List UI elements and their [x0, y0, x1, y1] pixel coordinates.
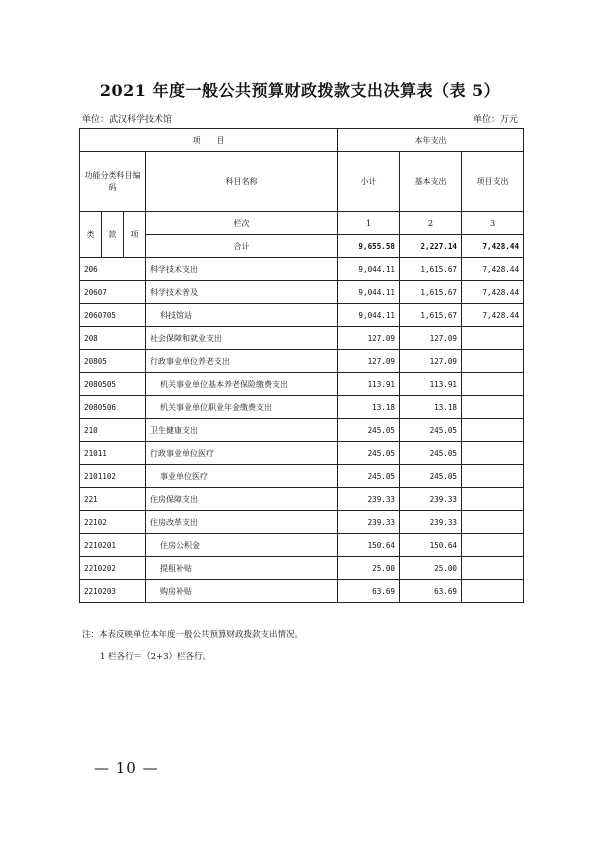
row-project: 7,428.44: [462, 258, 524, 281]
row-basic: 239.33: [400, 511, 462, 534]
row-subject-name: 提租补贴: [146, 557, 338, 580]
row-project: [462, 580, 524, 603]
row-basic: 63.69: [400, 580, 462, 603]
row-subject-name: 行政事业单位养老支出: [146, 350, 338, 373]
row-code: 206: [80, 258, 146, 281]
row-basic: 113.91: [400, 373, 462, 396]
row-subject-name: 科学技术支出: [146, 258, 338, 281]
table-row: [80, 258, 524, 281]
row-project: [462, 442, 524, 465]
row-project: [462, 350, 524, 373]
row-subtotal: 113.91: [338, 373, 400, 396]
row-subject-name: 住房公积金: [146, 534, 338, 557]
row-code: 2080506: [80, 396, 146, 419]
table-row: [80, 327, 524, 350]
header-current-year: 本年支出: [338, 129, 524, 152]
row-subject-name: 社会保障和就业支出: [146, 327, 338, 350]
column-index-col1: 1: [338, 212, 400, 235]
row-basic: 127.09: [400, 327, 462, 350]
column-index-col2: 2: [400, 212, 462, 235]
total-project: 7,428.44: [462, 235, 524, 258]
row-project: [462, 488, 524, 511]
table-row: [80, 465, 524, 488]
total-basic: 2,227.14: [400, 235, 462, 258]
row-subject-name: 机关事业单位基本养老保险缴费支出: [146, 373, 338, 396]
header-subtotal: 小计: [338, 152, 400, 212]
row-subtotal: 245.05: [338, 419, 400, 442]
row-subject-name: 事业单位医疗: [146, 465, 338, 488]
row-subtotal: 9,044.11: [338, 258, 400, 281]
page-number: — 10 —: [94, 759, 159, 777]
header-row-1: [80, 129, 524, 152]
row-subtotal: 13.18: [338, 396, 400, 419]
row-subtotal: 127.09: [338, 350, 400, 373]
header-row-2: [80, 152, 524, 212]
row-project: [462, 373, 524, 396]
table-row: [80, 557, 524, 580]
row-basic: 245.05: [400, 419, 462, 442]
unit-organization: 单位：武汉科学技术馆: [82, 115, 173, 125]
header-project: 项目支出: [462, 152, 524, 212]
row-basic: 25.00: [400, 557, 462, 580]
row-code: 208: [80, 327, 146, 350]
row-code: 20805: [80, 350, 146, 373]
row-basic: 127.09: [400, 350, 462, 373]
row-project: 7,428.44: [462, 304, 524, 327]
row-basic: 245.05: [400, 442, 462, 465]
row-code: 2080505: [80, 373, 146, 396]
row-basic: 1,615.67: [400, 258, 462, 281]
table-row: [80, 534, 524, 557]
unit-currency: 单位：万元: [472, 115, 518, 125]
table-row: [80, 419, 524, 442]
row-code: 2210201: [80, 534, 146, 557]
row-subtotal: 63.69: [338, 580, 400, 603]
row-subject-name: 卫生健康支出: [146, 419, 338, 442]
header-subject-name: 科目名称: [146, 152, 338, 212]
row-project: [462, 511, 524, 534]
row-subtotal: 9,044.11: [338, 281, 400, 304]
row-subject-name: 科技馆站: [146, 304, 338, 327]
page-title: 2021 年度一般公共预算财政拨款支出决算表（表 5）: [99, 81, 501, 100]
row-subtotal: 9,044.11: [338, 304, 400, 327]
column-index-col3: 3: [462, 212, 524, 235]
row-project: [462, 396, 524, 419]
table-row: [80, 442, 524, 465]
header-func-code: 功能分类科目编码: [80, 152, 146, 212]
row-code: 221: [80, 488, 146, 511]
row-subtotal: 245.05: [338, 442, 400, 465]
row-subtotal: 25.00: [338, 557, 400, 580]
table-row: [80, 488, 524, 511]
row-basic: 245.05: [400, 465, 462, 488]
table-row: [80, 304, 524, 327]
row-code: 210: [80, 419, 146, 442]
table-row: [80, 580, 524, 603]
row-subject-name: 机关事业单位职业年金缴费支出: [146, 396, 338, 419]
row-code: 2060705: [80, 304, 146, 327]
row-basic: 1,615.67: [400, 304, 462, 327]
table-row: [80, 350, 524, 373]
total-label: 合计: [146, 235, 338, 258]
row-subtotal: 239.33: [338, 511, 400, 534]
row-project: [462, 465, 524, 488]
row-basic: 150.64: [400, 534, 462, 557]
total-subtotal: 9,655.58: [338, 235, 400, 258]
row-project: [462, 534, 524, 557]
row-subject-name: 科学技术普及: [146, 281, 338, 304]
row-subject-name: 行政事业单位医疗: [146, 442, 338, 465]
row-code: 21011: [80, 442, 146, 465]
row-subtotal: 150.64: [338, 534, 400, 557]
total-row: [80, 235, 524, 258]
row-subtotal: 127.09: [338, 327, 400, 350]
row-project: 7,428.44: [462, 281, 524, 304]
table-row: [80, 396, 524, 419]
header-kuan: 款: [102, 212, 124, 258]
header-lei: 类: [80, 212, 102, 258]
column-index-label: 栏次: [146, 212, 338, 235]
note-1: 注：本表反映单位本年度一般公共预算财政拨款支出情况。: [82, 630, 304, 640]
header-xiang: 项: [124, 212, 146, 258]
row-project: [462, 557, 524, 580]
row-subject-name: 购房补贴: [146, 580, 338, 603]
row-basic: 239.33: [400, 488, 462, 511]
column-index-row: [80, 212, 524, 235]
row-code: 20607: [80, 281, 146, 304]
header-basic: 基本支出: [400, 152, 462, 212]
row-code: 2210202: [80, 557, 146, 580]
row-subtotal: 245.05: [338, 465, 400, 488]
row-code: 2210203: [80, 580, 146, 603]
header-item: 项 目: [80, 129, 338, 152]
row-project: [462, 419, 524, 442]
table-row: [80, 373, 524, 396]
row-project: [462, 327, 524, 350]
row-code: 22102: [80, 511, 146, 534]
table-row: [80, 511, 524, 534]
row-subject-name: 住房保障支出: [146, 488, 338, 511]
row-code: 2101102: [80, 465, 146, 488]
row-subject-name: 住房改革支出: [146, 511, 338, 534]
row-basic: 13.18: [400, 396, 462, 419]
row-basic: 1,615.67: [400, 281, 462, 304]
note-2: 1 栏各行＝（2+3）栏各行。: [100, 652, 212, 662]
expenditure-table: [79, 128, 524, 603]
table-row: [80, 281, 524, 304]
row-subtotal: 239.33: [338, 488, 400, 511]
